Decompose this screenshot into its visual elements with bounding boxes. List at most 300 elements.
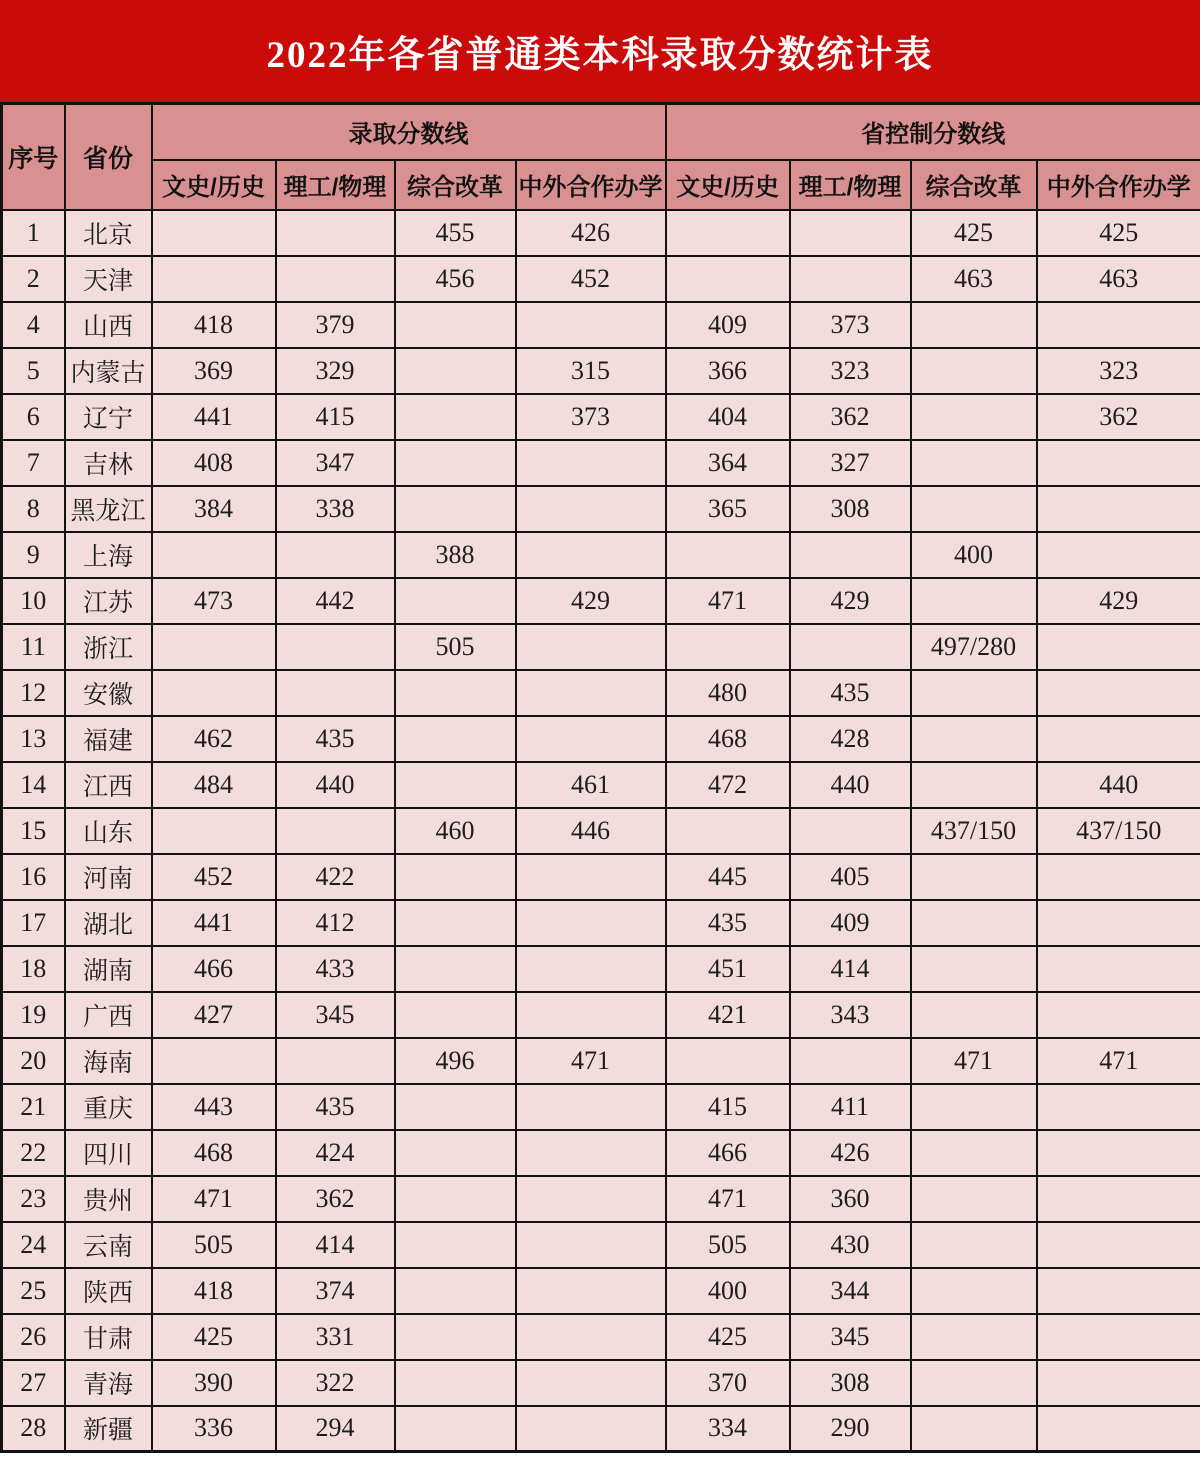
admission-liberal-arts-cell: 390	[152, 1360, 276, 1406]
control-liberal-arts-cell: 364	[666, 440, 790, 486]
control-comprehensive-reform-cell	[911, 716, 1037, 762]
control-liberal-arts-cell: 400	[666, 1268, 790, 1314]
row-number-cell: 1	[2, 210, 65, 256]
admission-comprehensive-reform-cell	[395, 1176, 516, 1222]
admission-liberal-arts-cell: 505	[152, 1222, 276, 1268]
control-science-cell: 290	[790, 1406, 911, 1452]
admission-comprehensive-reform-cell	[395, 440, 516, 486]
control-science-cell: 343	[790, 992, 911, 1038]
admission-science-cell	[276, 256, 395, 302]
row-number-cell: 23	[2, 1176, 65, 1222]
admission-science-cell: 414	[276, 1222, 395, 1268]
control-liberal-arts-cell	[666, 624, 790, 670]
control-science-cell: 426	[790, 1130, 911, 1176]
control-liberal-arts-cell: 409	[666, 302, 790, 348]
control-comprehensive-reform-cell	[911, 578, 1037, 624]
table-row	[2, 394, 1200, 440]
admission-liberal-arts-cell: 384	[152, 486, 276, 532]
admission-liberal-arts-cell: 466	[152, 946, 276, 992]
admission-sino-foreign-cell	[516, 1222, 666, 1268]
control-science-cell: 414	[790, 946, 911, 992]
admission-liberal-arts-cell: 369	[152, 348, 276, 394]
control-comprehensive-reform-cell	[911, 1084, 1037, 1130]
table-row	[2, 624, 1200, 670]
admission-science-cell: 294	[276, 1406, 395, 1452]
admission-liberal-arts-cell: 473	[152, 578, 276, 624]
admission-sino-foreign-cell: 426	[516, 210, 666, 256]
province-name-cell: 上海	[65, 532, 152, 578]
control-sino-foreign-cell: 323	[1037, 348, 1200, 394]
province-name-cell: 内蒙古	[65, 348, 152, 394]
province-name-cell: 陕西	[65, 1268, 152, 1314]
control-sino-foreign-cell: 440	[1037, 762, 1200, 808]
admission-comprehensive-reform-cell	[395, 302, 516, 348]
row-number-cell: 15	[2, 808, 65, 854]
control-science-cell: 362	[790, 394, 911, 440]
province-name-cell: 湖南	[65, 946, 152, 992]
row-number-cell: 2	[2, 256, 65, 302]
admission-comprehensive-reform-cell: 456	[395, 256, 516, 302]
admission-comprehensive-reform-cell: 455	[395, 210, 516, 256]
row-number-cell: 26	[2, 1314, 65, 1360]
admission-science-cell	[276, 670, 395, 716]
admission-sino-foreign-cell	[516, 946, 666, 992]
control-sino-foreign-cell	[1037, 1130, 1200, 1176]
admission-science-cell: 435	[276, 716, 395, 762]
row-number-cell: 24	[2, 1222, 65, 1268]
control-science-cell: 345	[790, 1314, 911, 1360]
admission-comprehensive-reform-cell: 496	[395, 1038, 516, 1084]
control-science-cell	[790, 1038, 911, 1084]
col-header-admission-sino-foreign: 中外合作办学	[516, 160, 666, 210]
admission-comprehensive-reform-cell	[395, 1130, 516, 1176]
admission-sino-foreign-cell	[516, 716, 666, 762]
control-sino-foreign-cell	[1037, 302, 1200, 348]
admission-sino-foreign-cell	[516, 1084, 666, 1130]
col-header-control-comprehensive-reform: 综合改革	[911, 160, 1037, 210]
admission-sino-foreign-cell	[516, 1176, 666, 1222]
control-science-cell: 411	[790, 1084, 911, 1130]
admission-comprehensive-reform-cell	[395, 762, 516, 808]
control-sino-foreign-cell: 437/150	[1037, 808, 1200, 854]
admission-science-cell: 422	[276, 854, 395, 900]
row-number-cell: 27	[2, 1360, 65, 1406]
control-comprehensive-reform-cell	[911, 762, 1037, 808]
control-sino-foreign-cell: 463	[1037, 256, 1200, 302]
admission-sino-foreign-cell	[516, 302, 666, 348]
admission-sino-foreign-cell	[516, 440, 666, 486]
admission-comprehensive-reform-cell	[395, 670, 516, 716]
control-science-cell: 308	[790, 1360, 911, 1406]
admission-science-cell: 440	[276, 762, 395, 808]
province-name-cell: 广西	[65, 992, 152, 1038]
control-science-cell: 373	[790, 302, 911, 348]
control-sino-foreign-cell	[1037, 946, 1200, 992]
admission-science-cell: 329	[276, 348, 395, 394]
control-liberal-arts-cell: 471	[666, 578, 790, 624]
row-number-cell: 4	[2, 302, 65, 348]
admission-comprehensive-reform-cell: 460	[395, 808, 516, 854]
admission-science-cell: 379	[276, 302, 395, 348]
control-liberal-arts-cell: 468	[666, 716, 790, 762]
admission-science-cell: 435	[276, 1084, 395, 1130]
province-name-cell: 四川	[65, 1130, 152, 1176]
control-science-cell: 405	[790, 854, 911, 900]
control-sino-foreign-cell	[1037, 1268, 1200, 1314]
control-liberal-arts-cell: 404	[666, 394, 790, 440]
table-row	[2, 900, 1200, 946]
row-number-cell: 9	[2, 532, 65, 578]
province-name-cell: 北京	[65, 210, 152, 256]
admission-comprehensive-reform-cell	[395, 946, 516, 992]
control-comprehensive-reform-cell: 497/280	[911, 624, 1037, 670]
province-name-cell: 重庆	[65, 1084, 152, 1130]
row-number-cell: 12	[2, 670, 65, 716]
control-sino-foreign-cell	[1037, 1360, 1200, 1406]
admission-liberal-arts-cell: 418	[152, 1268, 276, 1314]
admission-sino-foreign-cell	[516, 992, 666, 1038]
control-comprehensive-reform-cell	[911, 394, 1037, 440]
admission-sino-foreign-cell	[516, 1268, 666, 1314]
admission-sino-foreign-cell	[516, 1130, 666, 1176]
admission-science-cell: 374	[276, 1268, 395, 1314]
row-number-cell: 11	[2, 624, 65, 670]
row-number-cell: 19	[2, 992, 65, 1038]
col-header-control-liberal-arts: 文史/历史	[666, 160, 790, 210]
control-comprehensive-reform-cell	[911, 1222, 1037, 1268]
row-number-cell: 17	[2, 900, 65, 946]
admission-liberal-arts-cell: 336	[152, 1406, 276, 1452]
admission-liberal-arts-cell	[152, 1038, 276, 1084]
admission-comprehensive-reform-cell	[395, 900, 516, 946]
admission-liberal-arts-cell: 462	[152, 716, 276, 762]
admission-comprehensive-reform-cell	[395, 578, 516, 624]
row-number-cell: 25	[2, 1268, 65, 1314]
table-row	[2, 532, 1200, 578]
control-comprehensive-reform-cell: 463	[911, 256, 1037, 302]
admission-liberal-arts-cell: 418	[152, 302, 276, 348]
page-title: 2022年各省普通类本科录取分数统计表	[266, 35, 934, 76]
control-sino-foreign-cell: 471	[1037, 1038, 1200, 1084]
admission-comprehensive-reform-cell	[395, 486, 516, 532]
row-number-cell: 18	[2, 946, 65, 992]
table-row	[2, 992, 1200, 1038]
control-comprehensive-reform-cell: 471	[911, 1038, 1037, 1084]
control-sino-foreign-cell: 425	[1037, 210, 1200, 256]
control-liberal-arts-cell: 435	[666, 900, 790, 946]
admission-comprehensive-reform-cell	[395, 1314, 516, 1360]
control-liberal-arts-cell: 472	[666, 762, 790, 808]
control-science-cell	[790, 256, 911, 302]
row-number-cell: 21	[2, 1084, 65, 1130]
admission-science-cell: 345	[276, 992, 395, 1038]
row-number-cell: 5	[2, 348, 65, 394]
admission-comprehensive-reform-cell	[395, 1268, 516, 1314]
admission-sino-foreign-cell: 471	[516, 1038, 666, 1084]
admission-science-cell	[276, 532, 395, 578]
col-header-control-sino-foreign: 中外合作办学	[1037, 160, 1200, 210]
table-row	[2, 578, 1200, 624]
province-name-cell: 天津	[65, 256, 152, 302]
row-number-cell: 22	[2, 1130, 65, 1176]
control-liberal-arts-cell: 505	[666, 1222, 790, 1268]
admission-liberal-arts-cell	[152, 808, 276, 854]
province-name-cell: 安徽	[65, 670, 152, 716]
control-comprehensive-reform-cell	[911, 670, 1037, 716]
admission-science-cell: 412	[276, 900, 395, 946]
control-comprehensive-reform-cell: 425	[911, 210, 1037, 256]
table-row	[2, 1176, 1200, 1222]
control-sino-foreign-cell	[1037, 624, 1200, 670]
province-name-cell: 辽宁	[65, 394, 152, 440]
control-liberal-arts-cell: 415	[666, 1084, 790, 1130]
control-sino-foreign-cell	[1037, 1222, 1200, 1268]
admission-science-cell	[276, 624, 395, 670]
admission-liberal-arts-cell	[152, 256, 276, 302]
control-sino-foreign-cell	[1037, 440, 1200, 486]
admission-sino-foreign-cell: 446	[516, 808, 666, 854]
admission-comprehensive-reform-cell	[395, 1222, 516, 1268]
table-row	[2, 1406, 1200, 1452]
col-header-admission-liberal-arts: 文史/历史	[152, 160, 276, 210]
control-sino-foreign-cell	[1037, 716, 1200, 762]
control-comprehensive-reform-cell	[911, 302, 1037, 348]
admission-sino-foreign-cell: 373	[516, 394, 666, 440]
control-comprehensive-reform-cell	[911, 900, 1037, 946]
control-science-cell: 344	[790, 1268, 911, 1314]
admission-comprehensive-reform-cell	[395, 716, 516, 762]
control-comprehensive-reform-cell	[911, 1360, 1037, 1406]
control-comprehensive-reform-cell	[911, 1314, 1037, 1360]
admission-liberal-arts-cell: 484	[152, 762, 276, 808]
control-sino-foreign-cell	[1037, 1406, 1200, 1452]
table-row	[2, 1038, 1200, 1084]
province-name-cell: 海南	[65, 1038, 152, 1084]
province-name-cell: 青海	[65, 1360, 152, 1406]
score-table	[0, 102, 1200, 1453]
control-liberal-arts-cell	[666, 256, 790, 302]
admission-sino-foreign-cell: 452	[516, 256, 666, 302]
control-sino-foreign-cell	[1037, 1176, 1200, 1222]
admission-science-cell: 347	[276, 440, 395, 486]
control-sino-foreign-cell: 362	[1037, 394, 1200, 440]
admission-science-cell: 415	[276, 394, 395, 440]
admission-comprehensive-reform-cell	[395, 992, 516, 1038]
control-sino-foreign-cell	[1037, 486, 1200, 532]
admission-liberal-arts-cell: 408	[152, 440, 276, 486]
control-liberal-arts-cell: 366	[666, 348, 790, 394]
col-header-no: 序号	[2, 104, 65, 210]
control-comprehensive-reform-cell: 400	[911, 532, 1037, 578]
admission-liberal-arts-cell	[152, 624, 276, 670]
table-row	[2, 348, 1200, 394]
control-science-cell: 327	[790, 440, 911, 486]
table-row	[2, 716, 1200, 762]
admission-comprehensive-reform-cell: 505	[395, 624, 516, 670]
admission-liberal-arts-cell: 468	[152, 1130, 276, 1176]
table-header	[2, 104, 1200, 210]
admission-comprehensive-reform-cell	[395, 854, 516, 900]
province-name-cell: 甘肃	[65, 1314, 152, 1360]
admission-sino-foreign-cell	[516, 900, 666, 946]
control-liberal-arts-cell: 370	[666, 1360, 790, 1406]
table-row	[2, 1314, 1200, 1360]
admission-sino-foreign-cell: 461	[516, 762, 666, 808]
control-science-cell	[790, 532, 911, 578]
control-science-cell: 360	[790, 1176, 911, 1222]
control-comprehensive-reform-cell	[911, 1130, 1037, 1176]
title-banner	[0, 0, 1200, 102]
admission-sino-foreign-cell	[516, 624, 666, 670]
admission-science-cell	[276, 808, 395, 854]
control-science-cell	[790, 808, 911, 854]
control-liberal-arts-cell: 425	[666, 1314, 790, 1360]
control-liberal-arts-cell: 451	[666, 946, 790, 992]
admission-sino-foreign-cell	[516, 854, 666, 900]
control-sino-foreign-cell	[1037, 670, 1200, 716]
admission-liberal-arts-cell: 452	[152, 854, 276, 900]
control-science-cell: 430	[790, 1222, 911, 1268]
col-header-admission-science: 理工/物理	[276, 160, 395, 210]
province-name-cell: 江苏	[65, 578, 152, 624]
admission-liberal-arts-cell: 427	[152, 992, 276, 1038]
admission-liberal-arts-cell	[152, 670, 276, 716]
control-comprehensive-reform-cell	[911, 1406, 1037, 1452]
table-row	[2, 670, 1200, 716]
admission-science-cell: 322	[276, 1360, 395, 1406]
province-name-cell: 河南	[65, 854, 152, 900]
admission-sino-foreign-cell	[516, 486, 666, 532]
control-liberal-arts-cell: 365	[666, 486, 790, 532]
control-science-cell: 435	[790, 670, 911, 716]
table-row	[2, 256, 1200, 302]
admission-comprehensive-reform-cell	[395, 348, 516, 394]
row-number-cell: 8	[2, 486, 65, 532]
table-row	[2, 808, 1200, 854]
admission-sino-foreign-cell: 315	[516, 348, 666, 394]
admission-sino-foreign-cell	[516, 1314, 666, 1360]
admission-comprehensive-reform-cell: 388	[395, 532, 516, 578]
admission-sino-foreign-cell: 429	[516, 578, 666, 624]
control-sino-foreign-cell: 429	[1037, 578, 1200, 624]
control-science-cell: 308	[790, 486, 911, 532]
admission-comprehensive-reform-cell	[395, 1360, 516, 1406]
table-body	[2, 210, 1200, 1452]
table-row	[2, 210, 1200, 256]
table-row	[2, 946, 1200, 992]
control-liberal-arts-cell	[666, 1038, 790, 1084]
control-science-cell: 428	[790, 716, 911, 762]
col-group-province-control-line: 省控制分数线	[666, 104, 1200, 160]
province-name-cell: 浙江	[65, 624, 152, 670]
control-science-cell: 409	[790, 900, 911, 946]
admission-sino-foreign-cell	[516, 670, 666, 716]
control-liberal-arts-cell: 334	[666, 1406, 790, 1452]
col-header-control-science: 理工/物理	[790, 160, 911, 210]
table-row	[2, 440, 1200, 486]
province-name-cell: 黑龙江	[65, 486, 152, 532]
table-row	[2, 302, 1200, 348]
control-liberal-arts-cell	[666, 210, 790, 256]
admission-science-cell: 338	[276, 486, 395, 532]
table-row	[2, 854, 1200, 900]
row-number-cell: 28	[2, 1406, 65, 1452]
admission-liberal-arts-cell	[152, 532, 276, 578]
admission-liberal-arts-cell: 425	[152, 1314, 276, 1360]
control-liberal-arts-cell: 466	[666, 1130, 790, 1176]
control-comprehensive-reform-cell	[911, 486, 1037, 532]
admission-science-cell: 442	[276, 578, 395, 624]
row-number-cell: 10	[2, 578, 65, 624]
province-name-cell: 山西	[65, 302, 152, 348]
admission-comprehensive-reform-cell	[395, 1406, 516, 1452]
province-name-cell: 湖北	[65, 900, 152, 946]
admission-liberal-arts-cell: 441	[152, 900, 276, 946]
row-number-cell: 7	[2, 440, 65, 486]
table-row	[2, 1084, 1200, 1130]
control-science-cell: 323	[790, 348, 911, 394]
province-name-cell: 云南	[65, 1222, 152, 1268]
admission-sino-foreign-cell	[516, 532, 666, 578]
control-comprehensive-reform-cell	[911, 992, 1037, 1038]
admission-science-cell: 362	[276, 1176, 395, 1222]
row-number-cell: 14	[2, 762, 65, 808]
col-group-admission-line: 录取分数线	[152, 104, 666, 160]
admission-comprehensive-reform-cell	[395, 394, 516, 440]
control-sino-foreign-cell	[1037, 854, 1200, 900]
control-sino-foreign-cell	[1037, 1314, 1200, 1360]
control-liberal-arts-cell: 471	[666, 1176, 790, 1222]
control-science-cell	[790, 210, 911, 256]
col-header-province: 省份	[65, 104, 152, 210]
admission-liberal-arts-cell: 443	[152, 1084, 276, 1130]
admission-sino-foreign-cell	[516, 1360, 666, 1406]
control-comprehensive-reform-cell	[911, 1176, 1037, 1222]
control-science-cell: 429	[790, 578, 911, 624]
province-name-cell: 贵州	[65, 1176, 152, 1222]
admission-comprehensive-reform-cell	[395, 1084, 516, 1130]
control-comprehensive-reform-cell	[911, 854, 1037, 900]
row-number-cell: 6	[2, 394, 65, 440]
province-name-cell: 新疆	[65, 1406, 152, 1452]
control-liberal-arts-cell: 480	[666, 670, 790, 716]
control-sino-foreign-cell	[1037, 900, 1200, 946]
admission-liberal-arts-cell: 471	[152, 1176, 276, 1222]
control-science-cell	[790, 624, 911, 670]
row-number-cell: 20	[2, 1038, 65, 1084]
row-number-cell: 13	[2, 716, 65, 762]
control-comprehensive-reform-cell	[911, 440, 1037, 486]
admission-science-cell	[276, 210, 395, 256]
admission-liberal-arts-cell: 441	[152, 394, 276, 440]
admission-liberal-arts-cell	[152, 210, 276, 256]
admission-sino-foreign-cell	[516, 1406, 666, 1452]
control-comprehensive-reform-cell	[911, 946, 1037, 992]
control-liberal-arts-cell	[666, 808, 790, 854]
col-header-admission-comprehensive-reform: 综合改革	[395, 160, 516, 210]
row-number-cell: 16	[2, 854, 65, 900]
table-row	[2, 1360, 1200, 1406]
control-science-cell: 440	[790, 762, 911, 808]
control-comprehensive-reform-cell	[911, 348, 1037, 394]
admission-science-cell: 424	[276, 1130, 395, 1176]
control-comprehensive-reform-cell	[911, 1268, 1037, 1314]
admission-science-cell	[276, 1038, 395, 1084]
province-name-cell: 福建	[65, 716, 152, 762]
control-sino-foreign-cell	[1037, 532, 1200, 578]
admission-science-cell: 331	[276, 1314, 395, 1360]
control-sino-foreign-cell	[1037, 992, 1200, 1038]
